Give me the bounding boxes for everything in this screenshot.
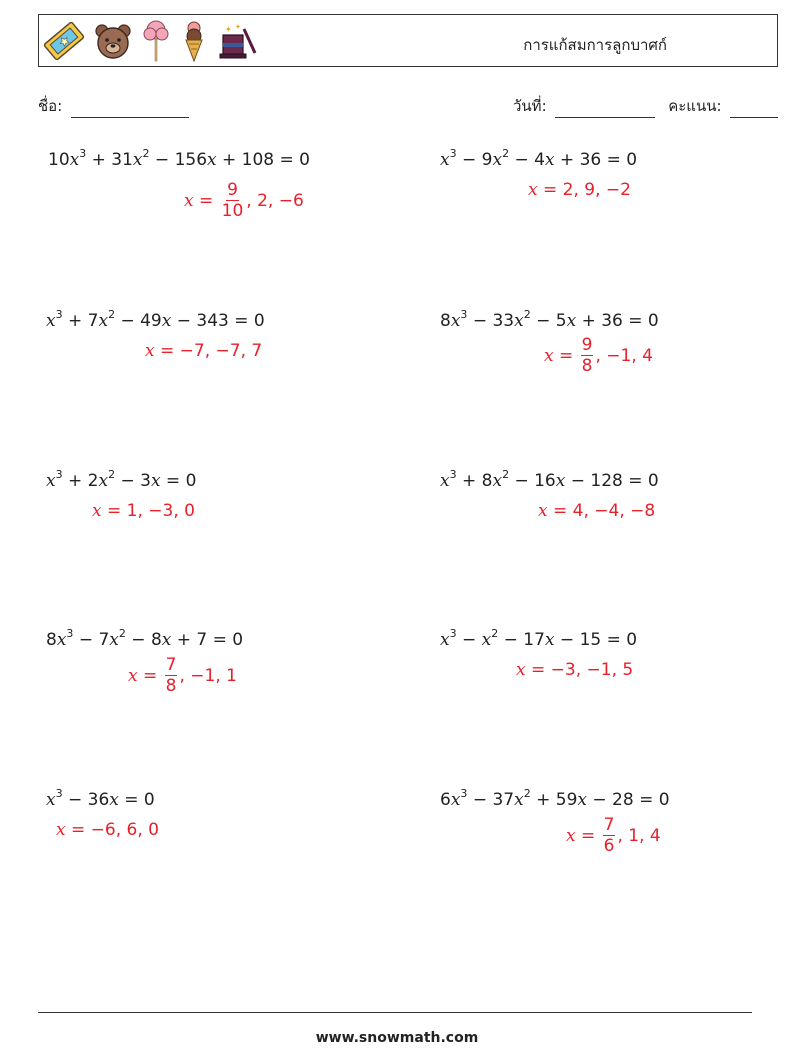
answer xyxy=(184,180,304,221)
variable: x xyxy=(450,311,461,331)
variable: x xyxy=(566,311,577,331)
answer-fraction xyxy=(581,335,594,376)
answer-prefix: x = xyxy=(184,190,219,211)
bear-face-icon xyxy=(93,21,133,61)
name-blank xyxy=(71,103,189,118)
date-label: วันที่: xyxy=(513,97,547,115)
equation-term: = 0 xyxy=(118,790,155,810)
equation-term: 8 xyxy=(46,630,57,650)
equation-term: − 17 xyxy=(498,630,545,650)
equation-term: 10 xyxy=(48,150,70,170)
exponent: 3 xyxy=(66,627,74,640)
variable: x xyxy=(440,471,450,491)
answer-values: , 1, 4 xyxy=(617,825,661,846)
footer-divider xyxy=(38,1012,752,1013)
variable: x xyxy=(109,790,119,810)
variable: x xyxy=(544,630,555,650)
fraction-numerator: 7 xyxy=(165,655,177,675)
fraction-denominator: 6 xyxy=(603,836,615,856)
variable: x xyxy=(481,630,492,650)
exponent: 2 xyxy=(108,468,116,481)
answer xyxy=(145,341,262,361)
variable: x xyxy=(544,150,555,170)
equation-term: − 9 xyxy=(456,150,493,170)
equation xyxy=(440,308,659,331)
answer-prefix: x = xyxy=(538,501,573,521)
equation-term: − 128 = 0 xyxy=(565,471,659,491)
name-field xyxy=(38,94,189,118)
variable: x xyxy=(492,150,503,170)
variable: x xyxy=(440,150,450,170)
equation xyxy=(440,147,638,170)
answer-values: −6, 6, 0 xyxy=(90,820,159,840)
equation-term: − 16 xyxy=(509,471,556,491)
date-score-field xyxy=(513,94,778,118)
variable: x xyxy=(492,471,503,491)
exponent: 3 xyxy=(449,147,457,160)
answer-values: 1, −3, 0 xyxy=(126,501,195,521)
footer-url: www.snowmath.com xyxy=(315,1030,479,1046)
svg-text:✦: ✦ xyxy=(225,25,232,34)
answer xyxy=(56,820,159,840)
exponent: 2 xyxy=(142,147,150,160)
equation-term: − 3 xyxy=(115,471,151,491)
magic-hat-icon xyxy=(217,21,259,61)
variable: x xyxy=(46,790,56,810)
variable: x xyxy=(56,630,67,650)
answer-fraction xyxy=(165,655,178,696)
equation-term: − 36 xyxy=(62,790,110,810)
equation-term: + 59 xyxy=(530,790,578,810)
equation-term: = 0 xyxy=(160,471,197,491)
variable: x xyxy=(514,790,524,810)
variable: x xyxy=(207,150,217,170)
answer-values: , −1, 4 xyxy=(595,345,653,366)
answer xyxy=(92,501,195,521)
variable: x xyxy=(98,311,109,331)
fraction-numerator: 9 xyxy=(581,335,593,355)
fraction-denominator: 10 xyxy=(221,201,244,221)
equation xyxy=(440,627,638,650)
exponent: 3 xyxy=(55,308,63,321)
variable: x xyxy=(450,790,461,810)
equation-term: + 2 xyxy=(62,471,99,491)
answer xyxy=(528,180,631,200)
exponent: 3 xyxy=(55,787,63,800)
exponent: 3 xyxy=(460,308,468,321)
score-label: คะแนน: xyxy=(668,97,722,115)
answer xyxy=(566,815,661,856)
answer-prefix: x = xyxy=(566,825,601,846)
answer xyxy=(516,660,633,680)
exponent: 3 xyxy=(55,468,63,481)
exponent: 3 xyxy=(79,147,87,160)
equation xyxy=(46,308,265,331)
answer xyxy=(544,335,653,376)
equation-term: − 8 xyxy=(125,630,162,650)
equation-term: − 156 xyxy=(149,150,208,170)
exponent: 2 xyxy=(502,468,510,481)
variable: x xyxy=(46,471,56,491)
equation-term: − 15 = 0 xyxy=(554,630,638,650)
ticket-icon xyxy=(43,21,85,61)
variable: x xyxy=(555,471,566,491)
variable: x xyxy=(98,471,109,491)
fraction-denominator: 8 xyxy=(581,356,593,376)
equation xyxy=(440,468,659,491)
variable: x xyxy=(440,630,450,650)
exponent: 2 xyxy=(502,147,510,160)
exponent: 2 xyxy=(118,627,126,640)
name-label: ชื่อ: xyxy=(38,97,63,115)
exponent: 3 xyxy=(460,787,468,800)
answer-values: 4, −4, −8 xyxy=(572,501,656,521)
date-blank xyxy=(555,103,655,118)
worksheet-header xyxy=(38,14,778,67)
variable: x xyxy=(109,630,119,650)
header-icons xyxy=(43,19,267,63)
answer xyxy=(128,655,237,696)
variable: x xyxy=(69,150,80,170)
exponent: 3 xyxy=(449,627,457,640)
exponent: 2 xyxy=(523,308,531,321)
equation-term: − 5 xyxy=(530,311,567,331)
variable: x xyxy=(577,790,587,810)
equation-term: − 4 xyxy=(509,150,545,170)
equation-term: − 343 = 0 xyxy=(171,311,265,331)
answer-prefix: x = xyxy=(516,660,551,680)
cotton-candy-icon xyxy=(141,19,171,63)
exponent: 3 xyxy=(449,468,457,481)
variable: x xyxy=(150,471,161,491)
answer-fraction xyxy=(603,815,616,856)
equation xyxy=(46,627,244,650)
ice-cream-cone-icon xyxy=(179,19,209,63)
fraction-numerator: 7 xyxy=(603,815,615,835)
equation xyxy=(46,468,197,491)
answer-prefix: x = xyxy=(56,820,91,840)
equation-term: + 7 xyxy=(62,311,99,331)
equation-term: − 49 xyxy=(115,311,162,331)
equation xyxy=(46,787,155,810)
variable: x xyxy=(514,311,524,331)
answer-values: −3, −1, 5 xyxy=(550,660,634,680)
equation-term: 6 xyxy=(440,790,451,810)
variable: x xyxy=(132,150,143,170)
score-blank xyxy=(730,103,778,118)
answer-prefix: x = xyxy=(128,665,163,686)
equation xyxy=(48,147,310,170)
equation-term: + 108 = 0 xyxy=(216,150,310,170)
svg-text:✦: ✦ xyxy=(235,23,241,31)
answer-prefix: x = xyxy=(544,345,579,366)
fraction-numerator: 9 xyxy=(227,180,238,200)
equation-term: + 8 xyxy=(456,471,493,491)
fraction-denominator: 8 xyxy=(165,676,177,696)
exponent: 2 xyxy=(523,787,531,800)
answer-values: 2, 9, −2 xyxy=(562,180,631,200)
variable: x xyxy=(161,630,172,650)
variable: x xyxy=(161,311,172,331)
answer-values: , 2, −6 xyxy=(246,190,304,211)
equation xyxy=(440,787,670,810)
equation-term: + 36 = 0 xyxy=(576,311,659,331)
equation-term: + 7 = 0 xyxy=(171,630,244,650)
answer-values: −7, −7, 7 xyxy=(179,341,263,361)
answer-fraction xyxy=(221,180,245,221)
equation-term: − 37 xyxy=(467,790,515,810)
equation-term: − 33 xyxy=(467,311,515,331)
equation-term: − xyxy=(456,630,482,650)
answer-values: , −1, 1 xyxy=(179,665,237,686)
equation-term: − 28 = 0 xyxy=(586,790,670,810)
answer xyxy=(538,501,655,521)
equation-term: + 31 xyxy=(86,150,133,170)
page-title: การแก้สมการลูกบาศก์ xyxy=(523,36,667,54)
equation-term: + 36 = 0 xyxy=(554,150,638,170)
answer-prefix: x = xyxy=(528,180,563,200)
variable: x xyxy=(46,311,56,331)
equation-term: 8 xyxy=(440,311,451,331)
answer-prefix: x = xyxy=(92,501,127,521)
exponent: 2 xyxy=(491,627,499,640)
exponent: 2 xyxy=(108,308,116,321)
answer-prefix: x = xyxy=(145,341,180,361)
equation-term: − 7 xyxy=(73,630,110,650)
